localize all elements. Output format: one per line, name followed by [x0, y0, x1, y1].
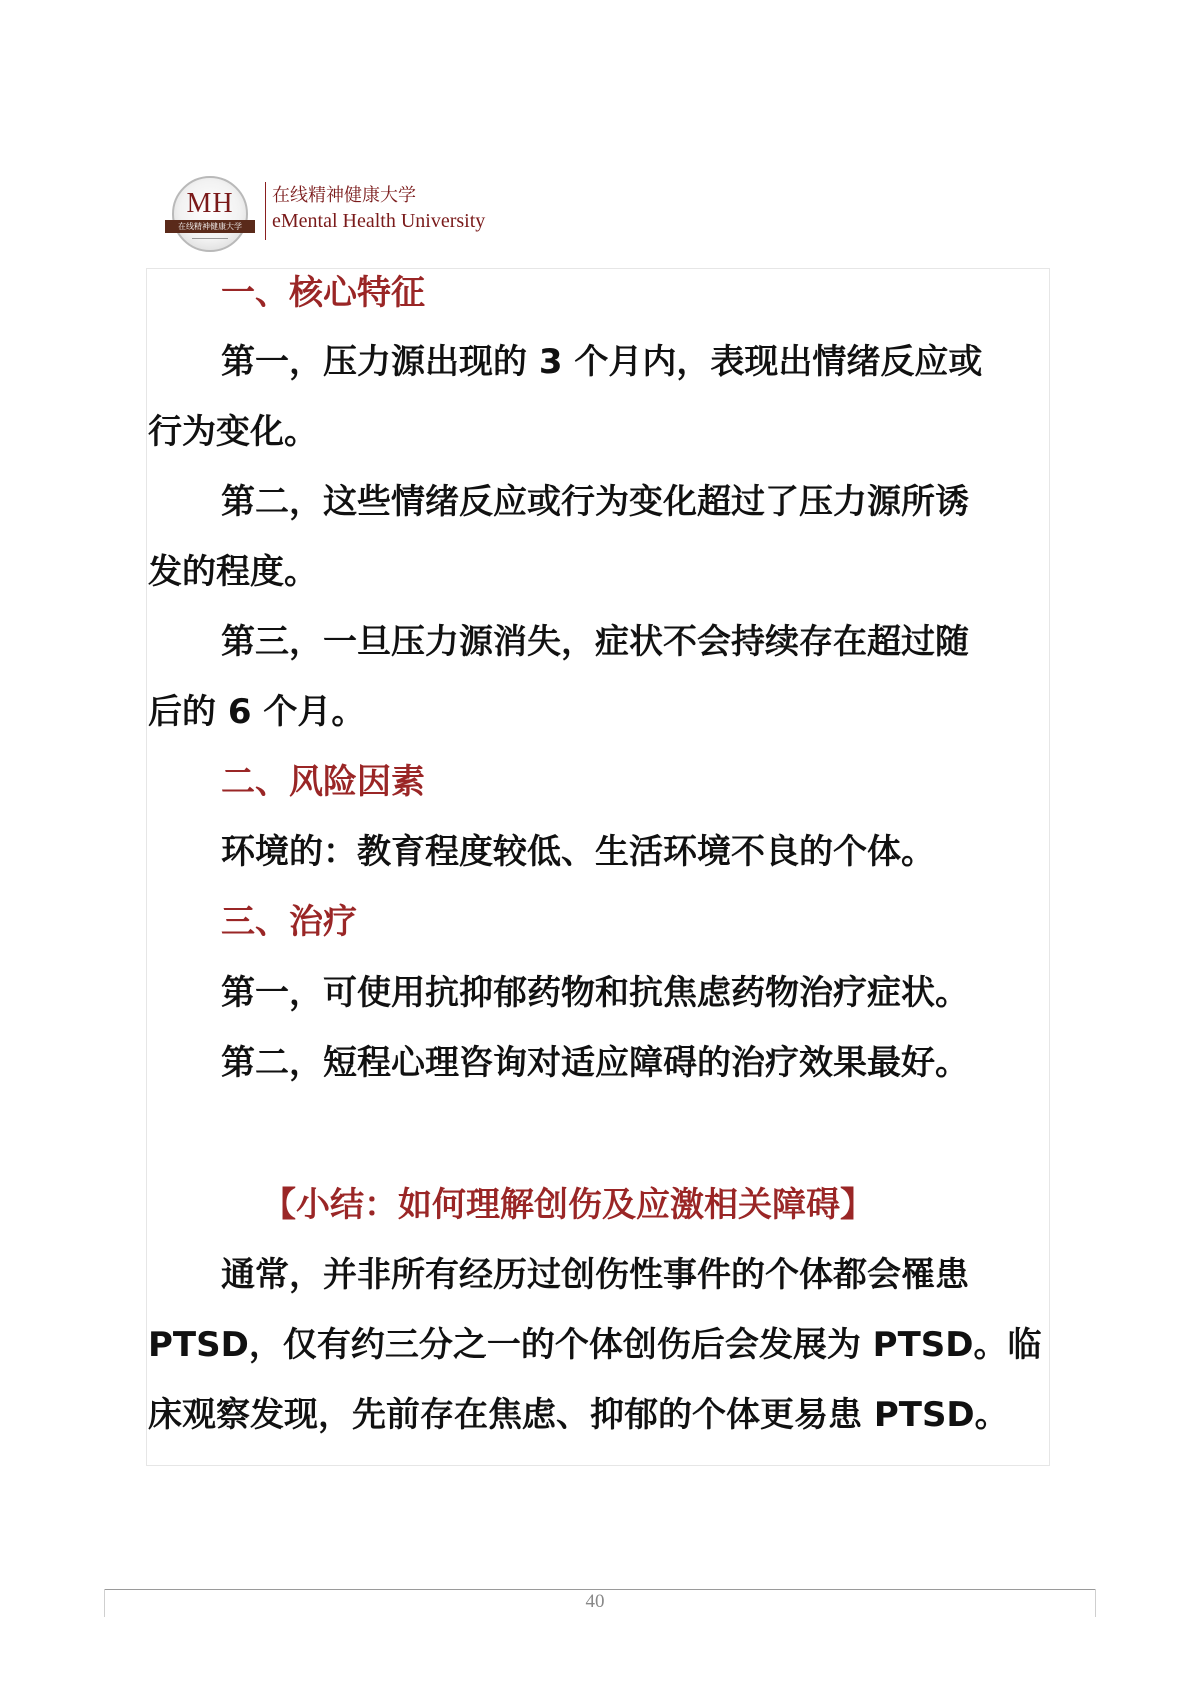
- paragraph-line: 后的 6 个月。: [148, 692, 366, 732]
- page-number: 40: [585, 1591, 605, 1612]
- summary-title: 【小结：如何理解创伤及应激相关障碍】: [262, 1185, 874, 1225]
- header-divider: [265, 182, 266, 240]
- paragraph-line: 第二，这些情绪反应或行为变化超过了压力源所诱: [221, 482, 969, 522]
- summary-line: PTSD，仅有约三分之一的个体创伤后会发展为 PTSD。临: [148, 1325, 1042, 1365]
- paragraph-line: 行为变化。: [148, 412, 318, 452]
- paragraph-line: 第三，一旦压力源消失，症状不会持续存在超过随: [221, 622, 969, 662]
- logo-underline: [192, 238, 228, 242]
- header-title-english: eMental Health University: [272, 210, 486, 232]
- section-heading-risk-factors: 二、风险因素: [221, 762, 425, 802]
- university-logo: [172, 176, 248, 252]
- paragraph-line: 环境的：教育程度较低、生活环境不良的个体。: [221, 832, 935, 872]
- logo-ribbon: 在线精神健康大学: [165, 220, 255, 233]
- paragraph-line: 第一，可使用抗抑郁药物和抗焦虑药物治疗症状。: [221, 973, 969, 1013]
- header-title-chinese: 在线精神健康大学: [272, 185, 416, 206]
- summary-line: 床观察发现，先前存在焦虑、抑郁的个体更易患 PTSD。: [148, 1395, 1009, 1435]
- paragraph-line: 第一，压力源出现的 3 个月内，表现出情绪反应或: [221, 342, 983, 382]
- paragraph-line: 发的程度。: [148, 552, 318, 592]
- footer-rule: [104, 1589, 1096, 1590]
- section-heading-core-features: 一、核心特征: [221, 273, 425, 313]
- section-heading-treatment: 三、治疗: [221, 902, 357, 942]
- summary-line: 通常，并非所有经历过创伤性事件的个体都会罹患: [221, 1255, 969, 1295]
- logo-initials: MH: [186, 188, 234, 219]
- header-title: [272, 184, 485, 234]
- paragraph-line: 第二，短程心理咨询对适应障碍的治疗效果最好。: [221, 1043, 969, 1083]
- page-header: [172, 172, 532, 248]
